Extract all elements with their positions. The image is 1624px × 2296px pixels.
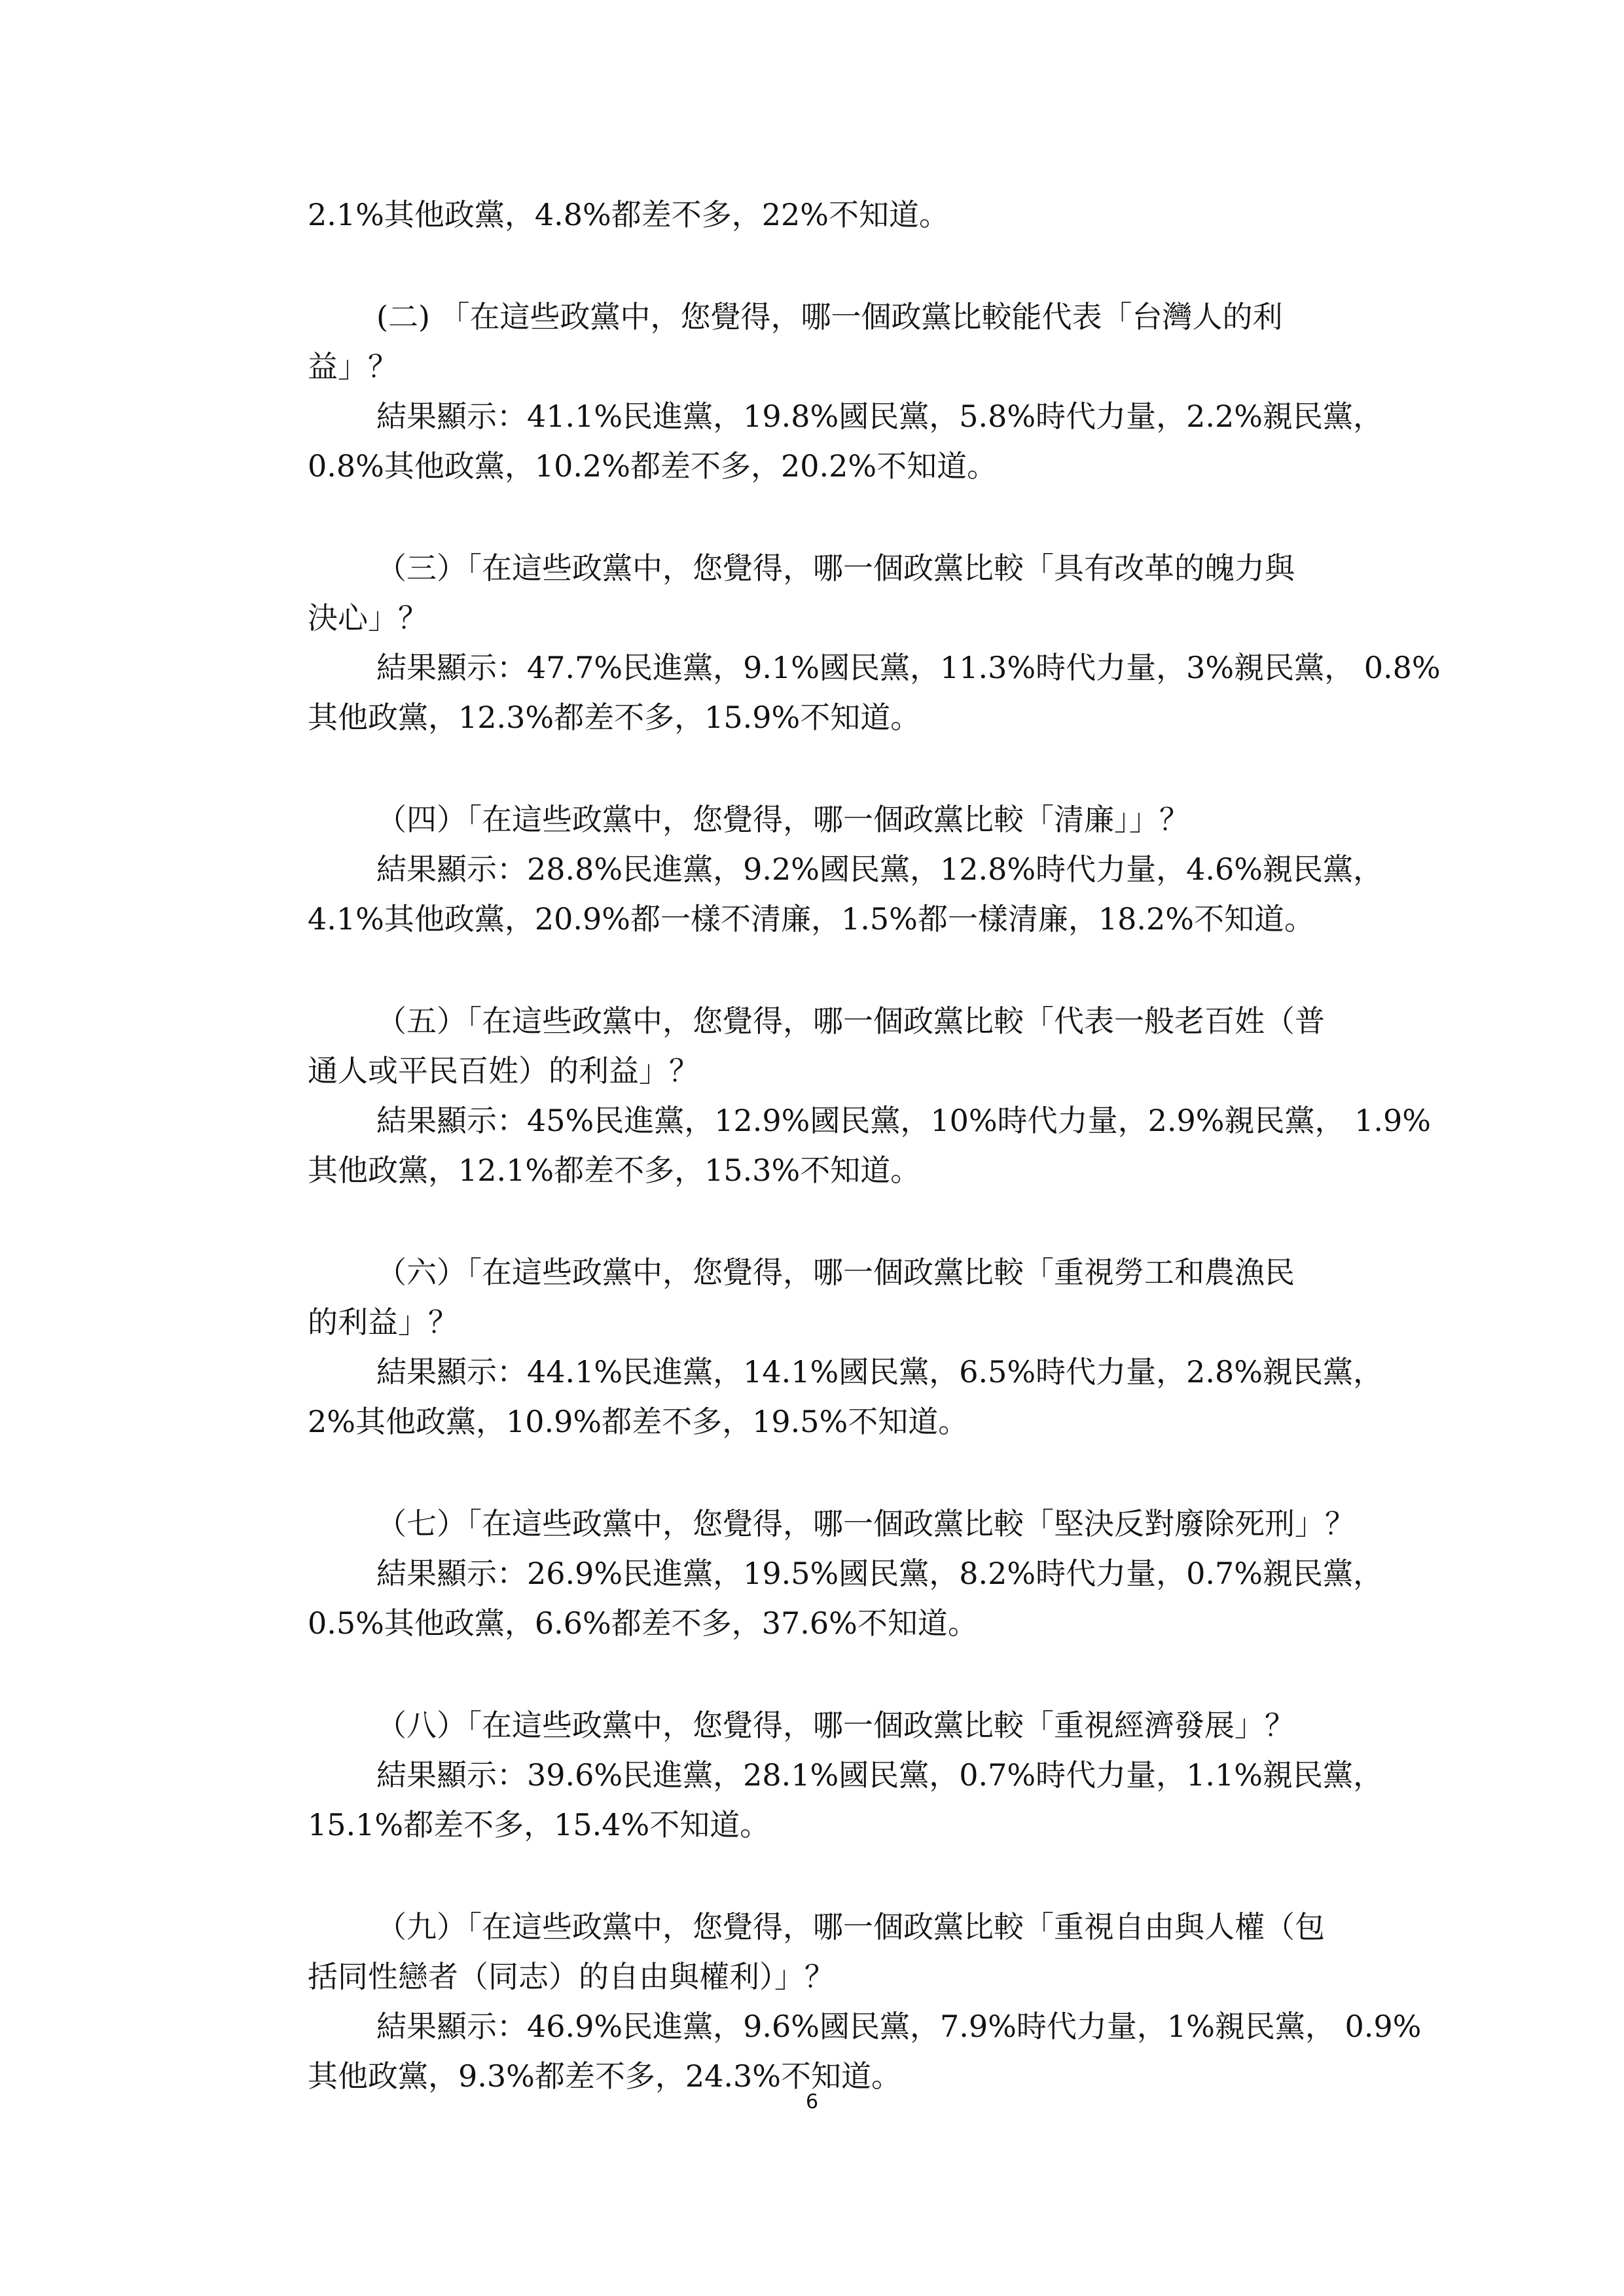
result-5-line-1: 結果顯示：45%民進黨，12.9%國民黨，10%時代力量，2.9%親民黨， 1.9% — [376, 1103, 1431, 1138]
question-5-line-1: （五）「在這些政黨中，您覺得，哪一個政黨比較「代表一般老百姓（普 — [376, 1003, 1325, 1039]
result-7-line-2: 0.5%其他政黨，6.6%都差不多，37.6%不知道。 — [308, 1605, 978, 1641]
question-3-line-1: （三）「在這些政黨中，您覺得，哪一個政黨比較「具有改革的魄力與 — [376, 550, 1295, 586]
result-5-line-2: 其他政黨，12.1%都差不多，15.3%不知道。 — [308, 1153, 921, 1188]
result-8-line-1: 結果顯示：39.6%民進黨，28.1%國民黨，0.7%時代力量，1.1%親民黨， — [376, 1757, 1383, 1793]
section-gap — [308, 1648, 1368, 1700]
section-gap — [308, 240, 1368, 292]
question-6-line-1: （六）「在這些政黨中，您覺得，哪一個政黨比較「重視勞工和農漁民 — [376, 1255, 1295, 1290]
question-2-line-1: (二) 「在這些政黨中，您覺得，哪一個政黨比較能代表「台灣人的利 — [376, 299, 1283, 334]
result-3-line-1: 結果顯示：47.7%民進黨，9.1%國民黨，11.3%時代力量，3%親民黨， 0.8% — [376, 650, 1441, 685]
result-6-line-1: 結果顯示：44.1%民進黨，14.1%國民黨，6.5%時代力量，2.8%親民黨， — [376, 1354, 1383, 1390]
result-2-line-2: 0.8%其他政黨，10.2%都差不多，20.2%不知道。 — [308, 448, 998, 484]
result-8-line-2: 15.1%都差不多，15.4%不知道。 — [308, 1807, 770, 1842]
question-9-line-1: （九）「在這些政黨中，您覺得，哪一個政黨比較「重視自由與人權（包 — [376, 1909, 1325, 1945]
intro-line: 2.1%其他政黨，4.8%都差不多，22%不知道。 — [308, 197, 949, 232]
question-4-line-1: （四）「在這些政黨中，您覺得，哪一個政黨比較「清廉」」？ — [376, 802, 1189, 837]
question-9-line-2: 括同性戀者（同志）的自由與權利）」？ — [308, 1959, 835, 1994]
result-6-line-2: 2%其他政黨，10.9%都差不多，19.5%不知道。 — [308, 1404, 969, 1439]
result-9-line-1: 結果顯示：46.9%民進黨，9.6%國民黨，7.9%時代力量，1%親民黨， 0.9% — [376, 2009, 1422, 2044]
section-gap — [308, 1850, 1368, 1902]
result-4-line-2: 4.1%其他政黨，20.9%都一樣不清廉，1.5%都一樣清廉，18.2%不知道。 — [308, 901, 1314, 937]
section-gap — [308, 944, 1368, 996]
result-7-line-1: 結果顯示：26.9%民進黨，19.5%國民黨，8.2%時代力量，0.7%親民黨， — [376, 1556, 1383, 1591]
question-6-line-2: 的利益」？ — [308, 1304, 458, 1340]
section-gap — [308, 1446, 1368, 1499]
page-number: 6 — [805, 2090, 819, 2113]
question-7-line-1: （七）「在這些政黨中，您覺得，哪一個政黨比較「堅決反對廢除死刑」？ — [376, 1506, 1355, 1541]
question-5-line-2: 通人或平民百姓）的利益」？ — [308, 1053, 699, 1088]
question-8-line-1: （八）「在這些政黨中，您覺得，哪一個政黨比較「重視經濟發展」？ — [376, 1708, 1295, 1743]
result-4-line-1: 結果顯示：28.8%民進黨，9.2%國民黨，12.8%時代力量，4.6%親民黨， — [376, 852, 1383, 887]
section-gap — [308, 742, 1368, 795]
result-2-line-1: 結果顯示：41.1%民進黨，19.8%國民黨，5.8%時代力量，2.2%親民黨， — [376, 399, 1383, 434]
result-9-line-2: 其他政黨，9.3%都差不多，24.3%不知道。 — [308, 2058, 901, 2094]
document-body — [308, 190, 1441, 2101]
section-gap — [308, 1195, 1368, 1247]
section-gap — [308, 491, 1368, 543]
question-3-line-2: 決心」？ — [308, 600, 428, 636]
result-3-line-2: 其他政黨，12.3%都差不多，15.9%不知道。 — [308, 700, 921, 735]
question-2-line-2: 益」？ — [308, 349, 398, 384]
